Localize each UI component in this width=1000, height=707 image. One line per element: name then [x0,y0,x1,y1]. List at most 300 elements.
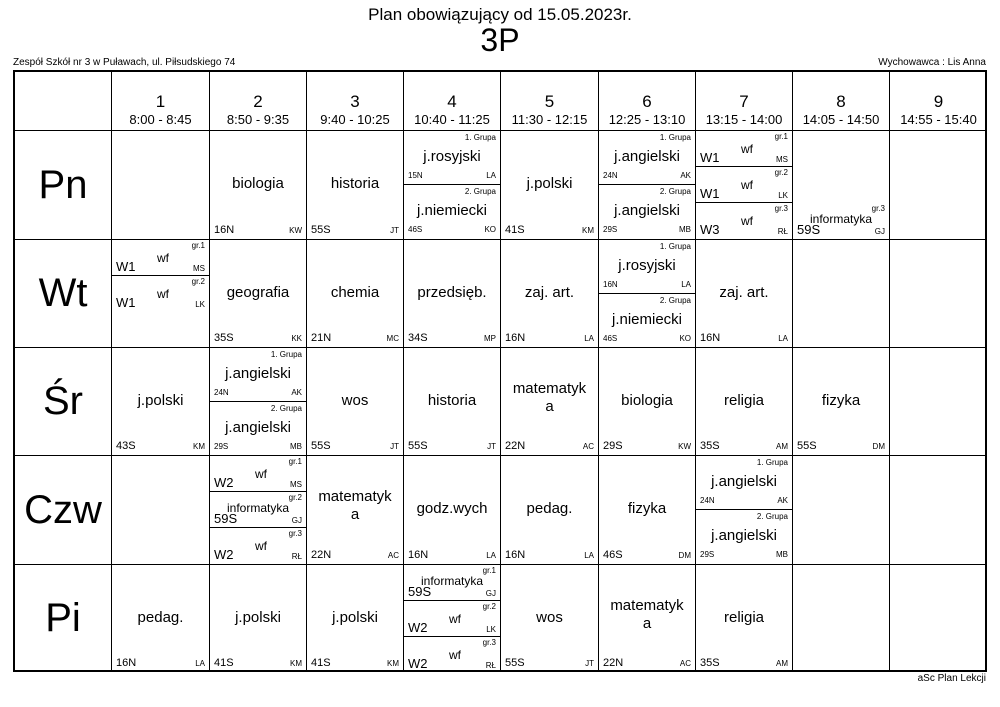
group-lesson [210,402,306,456]
teacher-code: GJ [291,516,302,525]
period-number: 7 [739,92,749,111]
lesson-cell [599,348,696,456]
teacher-code: LA [584,334,594,343]
teacher-code: AK [680,171,691,180]
subject: chemia [330,284,380,301]
room-number: 29S [700,550,715,559]
room-number: 29S [214,442,229,451]
room-number: 16N [214,224,235,236]
subject-line: matematyk [610,597,684,614]
hall-code: W2 [408,620,428,635]
period-header [307,72,404,131]
school-name: Zespół Szkół nr 3 w Puławach, ul. Piłsudskiego 74 [13,57,236,68]
group-lesson [696,167,792,203]
group-label: 1. Grupa [659,133,691,142]
subject: godz.wych [416,500,488,517]
lesson [793,348,889,455]
period-time: 11:30 - 12:15 [511,112,588,127]
teacher-code: KO [679,334,691,343]
lesson-cell [307,348,404,456]
period-number: 2 [253,92,263,111]
lesson [404,348,500,455]
period-header [112,72,210,131]
teacher-code: AC [582,442,594,451]
lesson [501,565,598,672]
period-header [404,72,501,131]
lesson-cell [404,131,501,240]
lesson-cell [599,240,696,348]
lesson-cell [112,131,210,240]
period-number: 3 [350,92,360,111]
group-label: gr.1 [191,241,205,250]
group-lesson [599,240,695,294]
hall-code: W1 [700,150,720,165]
room-number: 46S [603,334,618,343]
teacher-code: LA [486,171,496,180]
period-time: 13:15 - 14:00 [705,112,783,127]
subject-line: matematyk [318,488,392,505]
subject: geografia [226,284,290,301]
teacher-code: LA [195,659,205,668]
room-number: 41S [214,657,234,669]
lesson [210,131,306,239]
subject: wf [255,539,267,553]
day-label: Czw [15,456,112,565]
teacher-code: MP [484,334,496,343]
teacher-code: AM [776,442,788,451]
subject: j.angielski [225,419,291,436]
period-time: 9:40 - 10:25 [320,112,390,127]
teacher-code: KW [289,226,302,235]
period-header [501,72,599,131]
room-number: 24N [700,496,715,505]
lesson-cell [599,565,696,672]
teacher-code: DM [872,442,885,451]
lesson-cell [112,240,210,348]
period-time: 8:50 - 9:35 [226,112,290,127]
teacher-code: LA [681,280,691,289]
corner-cell [15,72,112,131]
teacher-code: MB [776,550,788,559]
lesson [501,456,598,564]
lesson [599,348,695,455]
lesson [501,131,598,239]
lesson-cell [599,131,696,240]
subject: wf [157,287,169,301]
teacher-code: GJ [485,589,496,598]
subject: biologia [621,392,673,409]
group-label: gr.2 [191,277,205,286]
lesson-cell [307,565,404,672]
group-label: gr.3 [288,529,302,538]
room-number: 16N [408,549,429,561]
group-lesson [112,240,209,276]
room-number: 24N [603,171,618,180]
lesson-cell [112,565,210,672]
period-number: 9 [933,92,944,111]
subject-line: a [642,615,652,632]
group-lesson [112,276,209,312]
group-label: 2. Grupa [756,512,788,521]
group-label: 2. Grupa [270,404,302,413]
lesson-cell [890,348,987,456]
subject: j.polski [332,609,378,626]
lesson-cell [793,456,890,565]
hall-code: W3 [700,222,720,237]
lesson-cell [501,240,599,348]
group-lesson [696,203,792,239]
lesson-cell [404,348,501,456]
room-number: 55S [797,440,817,452]
lesson-cell [501,131,599,240]
period-number: 6 [642,92,652,111]
day-label: Wt [15,240,112,348]
period-number: 8 [836,92,846,111]
class-name: 3P [480,22,520,58]
hall-code: W1 [116,295,136,310]
period-time: 14:55 - 15:40 [900,112,977,127]
lesson [307,456,403,564]
teacher-code: JT [487,442,496,451]
room-number: 29S [603,225,618,234]
subject: j.angielski [711,473,777,490]
group-lesson [599,185,695,239]
lesson [307,131,403,239]
day-label: Pn [15,131,112,240]
teacher-code: AC [387,551,399,560]
period-number: 1 [155,92,166,111]
subject: zaj. art. [719,284,769,301]
teacher-code: MB [290,442,302,451]
group-label: 2. Grupa [659,187,691,196]
day-label: Śr [15,348,112,456]
lesson-cell [890,131,987,240]
group-lesson [404,637,500,672]
subject: pedag. [137,609,184,626]
period-header [210,72,307,131]
room-number: 15N [408,171,423,180]
subject: j.rosyjski [618,257,676,274]
teacher-code: LA [584,551,594,560]
teacher-code: RŁ [291,552,302,561]
lesson-cell [599,456,696,565]
room-number: 22N [311,549,332,561]
group-lesson [210,456,306,492]
timetable-grid [13,70,987,672]
period-number: 5 [544,92,555,111]
room-number: 55S [311,440,331,452]
teacher-code: GJ [874,227,885,236]
room-number: 59S [408,584,432,599]
teacher-code: KW [678,442,691,451]
lesson [696,240,792,347]
subject: j.angielski [614,148,680,165]
room-number: 46S [408,225,423,234]
room-number: 16N [116,657,137,669]
group-label: gr.2 [288,493,302,502]
lesson [307,240,403,347]
period-header [890,72,987,131]
lesson [112,565,209,672]
room-number: 22N [603,657,624,669]
lesson-cell [307,456,404,565]
lesson [696,348,792,455]
teacher-code: MS [776,155,788,164]
subject: zaj. art. [524,284,575,301]
room-number: 34S [408,332,428,344]
group-label: 2. Grupa [659,296,691,305]
teacher-code: AK [291,388,302,397]
lesson-cell [793,131,890,240]
room-number: 55S [311,224,331,236]
teacher-code: JT [585,659,594,668]
group-lesson [404,601,500,637]
teacher-code: AM [776,659,788,668]
group-lesson [210,492,306,528]
lesson [210,240,306,347]
teacher-code: DM [678,551,691,560]
subject-line: matematyk [512,380,587,397]
subject: j.polski [235,609,281,626]
room-number: 16N [700,332,721,344]
period-header [696,72,793,131]
period-time: 8:00 - 8:45 [129,112,192,127]
subject: j.niemiecki [416,202,488,219]
group-label: 2. Grupa [464,187,496,196]
group-lesson [696,510,792,564]
subject: informatyka [226,501,290,515]
teacher-code: KM [193,442,205,451]
room-number: 59S [214,511,238,526]
lesson [307,348,403,455]
group-label: gr.1 [482,566,496,575]
teacher-code: AC [679,659,691,668]
room-number: 29S [603,440,623,452]
room-number: 22N [505,440,526,452]
lesson-cell [696,348,793,456]
group-lesson [404,565,500,601]
footer-credit: aSc Plan Lekcji [917,673,986,684]
room-number: 41S [505,224,525,236]
subject: wf [449,648,461,662]
lesson-cell [112,348,210,456]
teacher-code: MS [290,480,302,489]
subject: wf [741,142,753,156]
lesson-cell [696,565,793,672]
subject: wos [536,609,563,626]
lesson-cell [210,240,307,348]
room-number: 43S [116,440,136,452]
group-lesson [404,185,500,239]
teacher-code: RŁ [777,227,788,236]
period-time: 14:05 - 14:50 [802,112,880,127]
lesson-cell [112,456,210,565]
lesson [501,240,598,347]
group-label: gr.2 [774,168,788,177]
lesson [112,348,209,455]
room-number: 16N [505,549,526,561]
subject: j.rosyjski [423,148,481,165]
subject: j.polski [526,175,573,192]
subject: wf [157,251,169,265]
room-number: 59S [797,222,821,237]
lesson-cell [307,240,404,348]
group-label: gr.3 [482,638,496,647]
subject: fizyka [627,500,667,517]
group-label: gr.1 [774,132,788,141]
day-label: Pi [15,565,112,672]
group-label: 1. Grupa [659,242,691,251]
group-label: gr.3 [774,204,788,213]
lesson-cell [404,240,501,348]
teacher-code: KM [582,226,594,235]
subject: j.angielski [225,365,291,382]
room-number: 55S [408,440,428,452]
subject: j.niemiecki [611,311,683,328]
period-header [793,72,890,131]
teacher-code: LA [778,334,788,343]
lesson-cell [696,131,793,240]
lesson-cell [793,240,890,348]
teacher-code: MB [679,225,691,234]
group-lesson [404,131,500,185]
lesson-cell [696,240,793,348]
lesson-cell [793,348,890,456]
group-lesson [696,131,792,167]
group-lesson [696,456,792,510]
teacher-code: LK [778,191,788,200]
lesson-cell [890,456,987,565]
lesson [404,240,500,347]
teacher-code: KO [484,225,496,234]
subject: religia [723,392,765,409]
group-label: gr.2 [482,602,496,611]
hall-code: W2 [214,475,234,490]
room-number: 46S [603,549,623,561]
teacher-code: LK [195,300,205,309]
period-time: 10:40 - 11:25 [414,112,490,127]
plan-title: Plan obowiązujący od 15.05.2023r. [368,5,632,24]
subject: j.polski [137,392,184,409]
room-number: 21N [311,332,332,344]
subject: przedsięb. [417,284,487,301]
hall-code: W1 [116,259,136,274]
subject: historia [330,175,380,192]
lesson-cell [404,565,501,672]
group-lesson [210,348,306,402]
room-number: 35S [700,440,720,452]
lesson [599,565,695,672]
room-number: 35S [700,657,720,669]
lesson-cell [501,456,599,565]
group-lesson [793,203,889,239]
teacher-code: JT [390,226,399,235]
lesson [501,348,598,455]
subject: wf [449,612,461,626]
room-number: 41S [311,657,331,669]
teacher-code: RŁ [485,661,496,670]
group-label: 1. Grupa [756,458,788,467]
lesson-cell [210,565,307,672]
subject: informatyka [420,574,484,588]
subject: biologia [232,175,284,192]
teacher-code: LA [486,551,496,560]
subject: wf [255,467,267,481]
subject-line: a [350,506,360,523]
subject: religia [723,609,765,626]
class-teacher: Wychowawca : Lis Anna [878,57,986,68]
lesson-cell [210,348,307,456]
lesson-cell [404,456,501,565]
room-number: 16N [603,280,618,289]
subject: informatyka [809,212,873,226]
teacher-code: KM [290,659,302,668]
subject: fizyka [821,392,861,409]
lesson-cell [501,348,599,456]
group-lesson [599,294,695,348]
lesson-cell [793,565,890,672]
subject [307,488,403,524]
lesson [210,565,306,672]
lesson-cell [210,456,307,565]
teacher-code: AK [777,496,788,505]
subject: wf [741,178,753,192]
hall-code: W2 [408,656,428,671]
lesson [307,565,403,672]
teacher-code: LK [486,625,496,634]
subject: j.angielski [711,527,777,544]
teacher-code: JT [390,442,399,451]
lesson [404,456,500,564]
lesson [599,456,695,564]
room-number: 24N [214,388,229,397]
subject [501,380,598,416]
group-label: gr.3 [871,204,885,213]
group-lesson [599,131,695,185]
subject: j.angielski [614,202,680,219]
subject [599,597,695,633]
lesson-cell [890,240,987,348]
lesson-cell [696,456,793,565]
group-label: 1. Grupa [270,350,302,359]
lesson [696,565,792,672]
period-header [599,72,696,131]
teacher-code: KM [387,659,399,668]
group-label: 1. Grupa [464,133,496,142]
subject-line: a [545,398,554,415]
teacher-code: MS [193,264,205,273]
room-number: 55S [505,657,525,669]
hall-code: W1 [700,186,720,201]
lesson-cell [210,131,307,240]
hall-code: W2 [214,547,234,562]
lesson-cell [307,131,404,240]
subject: wf [741,214,753,228]
period-time: 12:25 - 13:10 [608,112,686,127]
room-number: 35S [214,332,234,344]
lesson-cell [890,565,987,672]
room-number: 16N [505,332,526,344]
group-lesson [210,528,306,564]
lesson-cell [501,565,599,672]
subject: wos [341,392,369,409]
period-number: 4 [447,92,457,111]
teacher-code: KK [291,334,302,343]
group-label: gr.1 [288,457,302,466]
subject: historia [427,392,477,409]
subject: pedag. [526,500,573,517]
teacher-code: MC [386,334,399,343]
